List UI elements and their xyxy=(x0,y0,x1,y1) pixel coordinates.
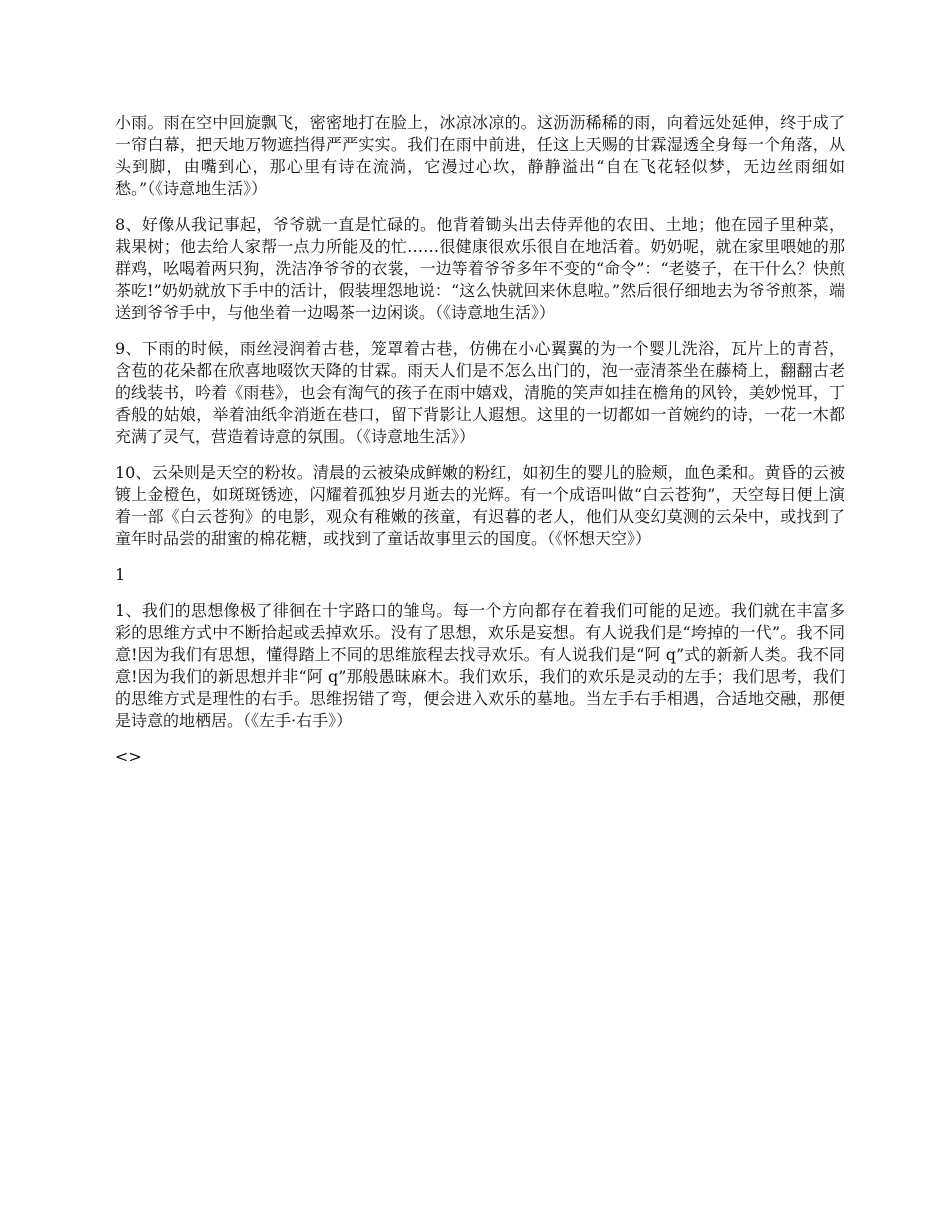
paragraph-1-thoughts: 1、我们的思想像极了徘徊在十字路口的雏鸟。每一个方向都存在着我们可能的足迹。我们就在丰富多彩的思维方式中不断拾起或丢掉欢乐。没有了思想，欢乐是妄想。有人说我们是“垮掉的一代”。我不同意!因为我们有思想，懂得踏上不同的思维旅程去找寻欢乐。有人说我们是“阿 q”式的新新人类。我不同意!因为我们的新思想并非“阿 q”那般愚昧麻木。我们欢乐，我们的欢乐是灵动的左手；我们思考，我们的思维方式是理性的右手。思维拐错了弯，便会进入欢乐的墓地。当左手右手相遇，合适地交融，那便是诗意的地栖居。（《左手·右手》） xyxy=(115,601,845,730)
document-body xyxy=(115,112,845,782)
paragraph-10-clouds: 10、云朵则是天空的粉妆。清晨的云被染成鲜嫩的粉红，如初生的婴儿的脸颊，血色柔和。黄昏的云被镀上金橙色，如斑斑锈迹，闪耀着孤独岁月逝去的光辉。有一个成语叫做“白云苍狗”，天空每日便上演着一部《白云苍狗》的电影，观众有稚嫩的孩童，有迟暮的老人，他们从变幻莫测的云朵中，或找到了童年时品尝的甜蜜的棉花糖，或找到了童话故事里云的国度。（《怀想天空》） xyxy=(115,463,845,548)
section-number: 1 xyxy=(115,565,126,584)
end-marker: <> xyxy=(115,747,142,766)
paragraph-8-grandpa: 8、好像从我记事起，爷爷就一直是忙碌的。他背着锄头出去侍弄他的农田、土地；他在园子里种菜，栽果树；他去给人家帮一点力所能及的忙……很健康很欢乐很自在地活着。奶奶呢，就在家里喂她的那群鸡，吆喝着两只狗，洗洁净爷爷的衣裳，一边等着爷爷多年不变的“命令”：“老婆子，在干什么？快煎茶吃!”奶奶就放下手中的活计，假装埋怨地说：“这么快就回来休息啦。”然后很仔细地去为爷爷煎茶，端送到爷爷手中，与他坐着一边喝茶一边闲谈。（《诗意地生活》） xyxy=(115,215,845,322)
paragraph-rain-continuation: 小雨。雨在空中回旋飘飞，密密地打在脸上，冰凉冰凉的。这沥沥稀稀的雨，向着远处延伸，终于成了一帘白幕，把天地万物遮挡得严严实实。我们在雨中前进，任这上天赐的甘霖湿透全身每一个角落，从头到脚，由嘴到心，那心里有诗在流淌，它漫过心坎，静静溢出“自在飞花轻似梦，无边丝雨细如愁。”（《诗意地生活》） xyxy=(115,113,845,198)
paragraph-9-rain-alley: 9、下雨的时候，雨丝浸润着古巷，笼罩着古巷，仿佛在小心翼翼的为一个婴儿洗浴，瓦片上的青苔，含苞的花朵都在欣喜地啜饮天降的甘霖。雨天人们是不怎么出门的，泡一壶清茶坐在藤椅上，翻翻古老的线装书，吟着《雨巷》，也会有淘气的孩子在雨中嬉戏，清脆的笑声如挂在檐角的风铃，美妙悦耳，丁香般的姑娘，举着油纸伞消逝在巷口，留下背影让人遐想。这里的一切都如一首婉约的诗，一花一木都充满了灵气，营造着诗意的氛围。（《诗意地生活》） xyxy=(115,339,845,446)
